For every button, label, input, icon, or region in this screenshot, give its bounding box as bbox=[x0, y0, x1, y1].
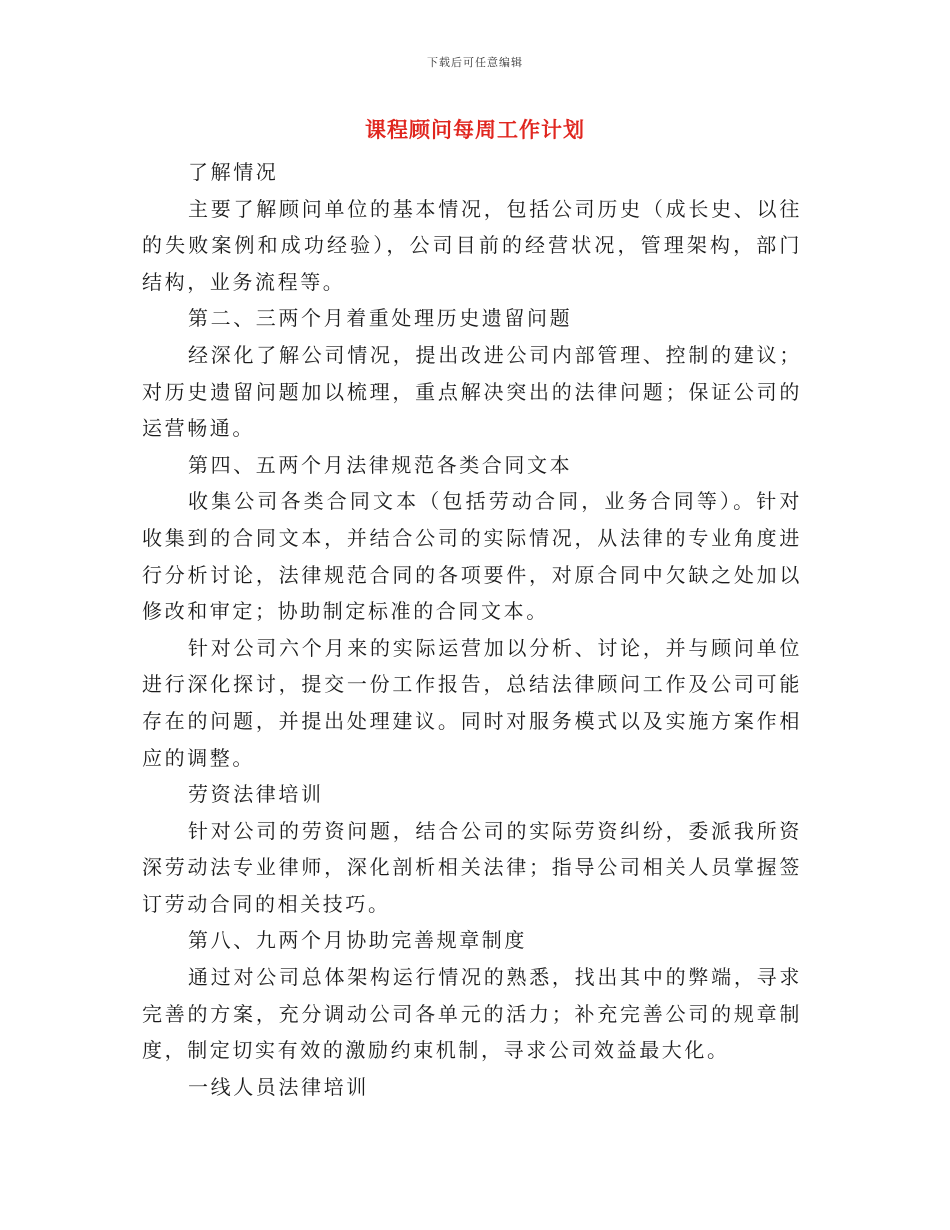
paragraph: 经深化了解公司情况，提出改进公司内部管理、控制的建议；对历史遗留问题加以梳理，重点解决突出的法律问题；保证公司的运营畅通。 bbox=[142, 342, 802, 441]
document-title: 课程顾问每周工作计划 bbox=[365, 117, 585, 142]
paragraph: 主要了解顾问单位的基本情况，包括公司历史（成长史、以往的失败案例和成功经验），公司目前的经营状况，管理架构，部门结构，业务流程等。 bbox=[142, 196, 802, 294]
paragraph: 第二、三两个月着重处理历史遗留问题 bbox=[188, 306, 573, 331]
paragraph: 第八、九两个月协助完善规章制度 bbox=[188, 928, 527, 953]
header-note: 下载后可任意编辑 bbox=[427, 56, 523, 69]
paragraph: 了解情况 bbox=[188, 160, 279, 184]
paragraph: 通过对公司总体架构运行情况的熟悉，找出其中的弊端，寻求完善的方案，充分调动公司各单元的活力；补充完善公司的规章制度，制定切实有效的激励约束机制，寻求公司效益最大化。 bbox=[142, 965, 802, 1063]
paragraph: 针对公司的劳资问题，结合公司的实际劳资纠纷，委派我所资深劳动法专业律师，深化剖析相关法律；指导公司相关人员掌握签订劳动合同的相关技巧。 bbox=[142, 818, 802, 916]
paragraph: 一线人员法律培训 bbox=[188, 1074, 369, 1099]
paragraph: 劳资法律培训 bbox=[188, 782, 324, 807]
paragraph: 第四、五两个月法律规范各类合同文本 bbox=[188, 452, 573, 477]
paragraph: 针对公司六个月来的实际运营加以分析、讨论，并与顾问单位进行深化探讨，提交一份工作报告，总结法律顾问工作及公司可能存在的问题，并提出处理建议。同时对服务模式以及实施方案作相应的调整。 bbox=[142, 635, 802, 770]
document-body bbox=[142, 154, 802, 1105]
paragraph: 收集公司各类合同文本（包括劳动合同，业务合同等）。针对收集到的合同文本，并结合公司的实际情况，从法律的专业角度进行分析讨论，法律规范合同的各项要件，对原合同中欠缺之处加以修改和审定；协助制定标准的合同文本。 bbox=[142, 489, 802, 624]
